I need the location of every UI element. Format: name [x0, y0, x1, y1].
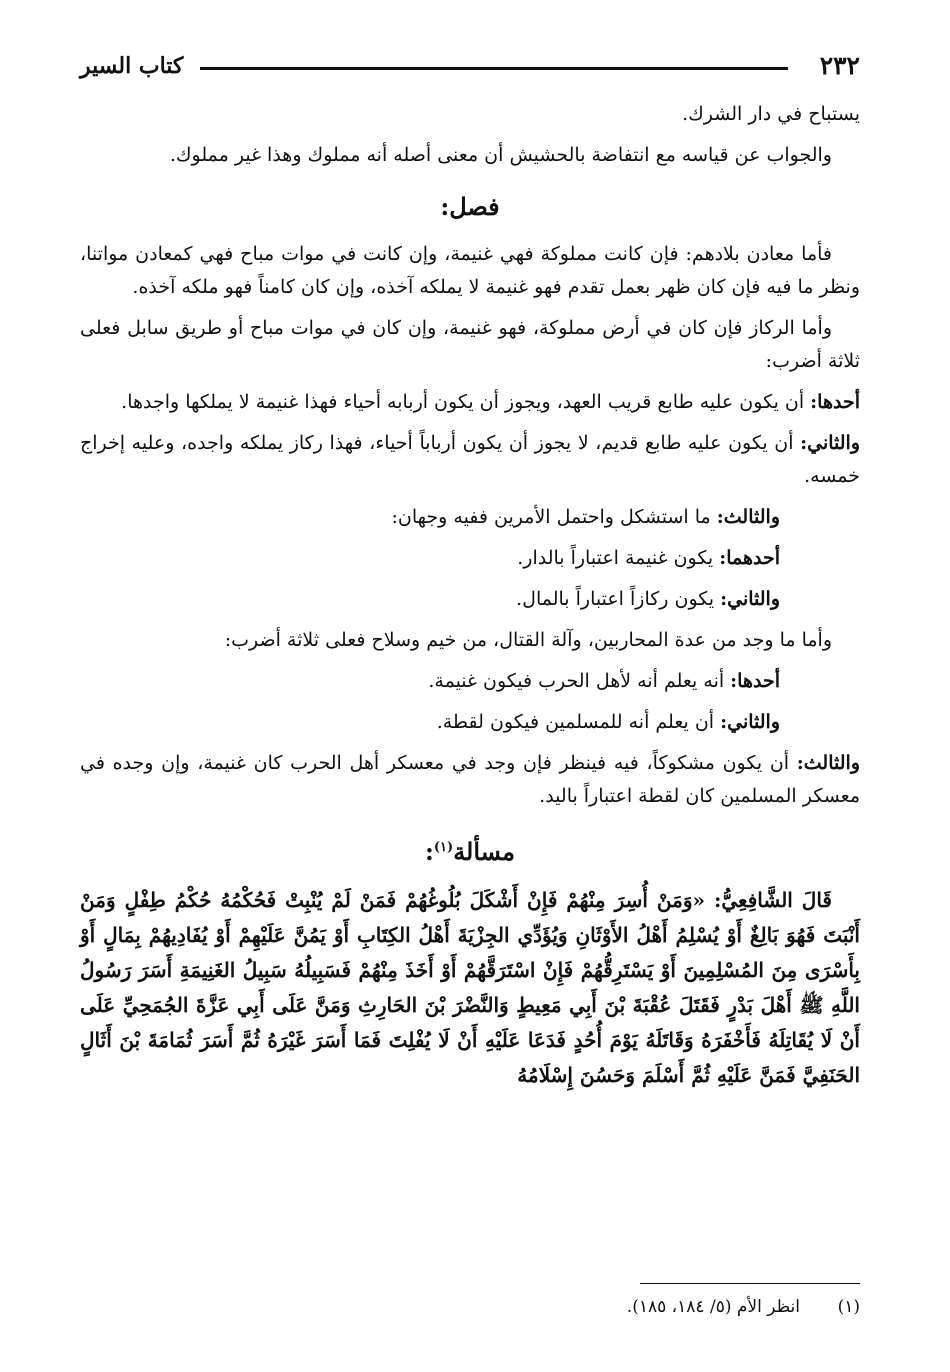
rikaz-case-3-option-2: [80, 583, 860, 616]
page-content: [80, 98, 860, 1093]
paragraph-intro-1: يستباح في دار الشرك.: [682, 103, 860, 125]
section-heading: فصل:: [440, 192, 500, 221]
case-text: أن يكون عليه طابع قديم، لا يجوز أن يكون أرباباً أحياء، فهذا ركاز يملكه واجده، وعليه إخراج خمسه.: [80, 432, 860, 487]
paragraph-found-items: وأما ما وجد من عدة المحاربين، وآلة القتال، من خيم وسلاح فعلى ثلاثة أضرب:: [224, 629, 832, 651]
footnote: [80, 1294, 860, 1320]
case-term: والثاني:: [800, 432, 860, 454]
footnote-number: (١): [837, 1297, 860, 1317]
paragraph-intro-2: والجواب عن قياسه مع انتفاضة بالحشيش أن معنى أصله أنه مملوك وهذا غير مملوك.: [169, 144, 832, 166]
rikaz-case-3: [80, 501, 860, 534]
found-case-3: [80, 747, 860, 813]
page-number: ٢٣٢: [819, 51, 860, 80]
case-term: أحدها:: [730, 670, 780, 692]
case-text: أن يعلم أنه للمسلمين فيكون لقطة.: [436, 711, 721, 733]
case-term: أحدهما:: [719, 547, 780, 569]
case-term: والثاني:: [720, 588, 780, 610]
shafii-quote: قَالَ الشَّافِعِيُّ: «وَمَنْ أُسِرَ مِنْهُمْ فَإِنْ أَشْكَلَ بُلُوغُهُمْ فَمَنْ لَمْ يُنْبِتْ فَحُكْمُهُ حُكْمُ طِفْلٍ وَمَنْ أَنْبَتَ فَهُوَ بَالِغٌ أَوْ يُسْلِمُ أَهْلُ الأَوْثَانِ وَيُؤَدِّي الجِزْيَةَ أَهْلُ الكِتَابِ أَوْ يَمُنَّ عَلَيْهِمْ أَوْ يُفَادِيهُمْ بِمَالٍ أَوْ بِأَسْرَى مِنَ المُسْلِمِينَ أَوْ يَسْتَرِقُّهُمْ فَإِنْ اسْتَرَقَّهُمْ أَوْ أَخَذَ مِنْهُمْ فَسَبِيلُهُ سَبِيلُ الغَنِيمَةِ أَسَرَ رَسُولُ اللَّهِ ﷺ أَهْلَ بَدْرٍ فَقَتَلَ عُقْبَةَ بْنَ أَبِي مَعِيطٍ وَالنَّضْرَ بْنَ الحَارِثِ وَمَنَّ عَلَى أَبِي عَزَّةَ الجُمَحِيِّ عَلَى أَنْ لَا يُقَاتِلَهُ فَأَخْفَرَهُ وَقَاتَلَهُ يَوْمَ أُحُدٍ فَدَعَا عَلَيْهِ أَنْ لَا يُفْلِتَ فَمَا أَسَرَ غَيْرَهُ ثُمَّ أَسَرَ ثُمَامَةَ بْنَ أَثَالٍ الحَنَفِيَّ فَمَنَّ عَلَيْهِ ثُمَّ أَسْلَمَ وَحَسُنَ إِسْلَامُهُ: [80, 888, 860, 1087]
header-rule: [200, 67, 788, 70]
case-text: ما استشكل واحتمل الأمرين ففيه وجهان:: [391, 506, 717, 528]
rikaz-case-2: [80, 427, 860, 493]
book-title: كتاب السير: [80, 53, 184, 79]
page-header: [80, 50, 860, 90]
case-term: أحدها:: [810, 391, 860, 413]
case-text: أنه يعلم أنه لأهل الحرب فيكون غنيمة.: [428, 670, 731, 692]
paragraph-rikaz: وأما الركاز فإن كان في أرض مملوكة، فهو غنيمة، وإن كان في موات مباح أو طريق سابل فعلى ثلاثة أضرب:: [80, 317, 860, 372]
footnote-text: انظر الأم (٥/ ١٨٤، ١٨٥).: [626, 1297, 800, 1317]
rikaz-case-3-option-1: [80, 542, 860, 575]
found-case-1: [80, 665, 860, 698]
case-text: أن يكون عليه طابع قريب العهد، ويجوز أن يكون أربابه أحياء فهذا غنيمة لا يملكها واجدها.: [121, 391, 811, 413]
masala-heading: [80, 829, 860, 871]
case-term: والثالث:: [716, 506, 780, 528]
rikaz-case-1: [80, 386, 860, 419]
footnote-mark[interactable]: (١): [433, 840, 454, 855]
case-text: يكون غنيمة اعتباراً بالدار.: [517, 547, 720, 569]
case-term: والثالث:: [796, 752, 860, 774]
case-text: يكون ركازاً اعتباراً بالمال.: [516, 588, 721, 610]
masala-colon: :: [425, 837, 434, 866]
found-case-2: [80, 706, 860, 739]
paragraph-mines: فأما معادن بلادهم: فإن كانت مملوكة فهي غنيمة، وإن كانت في موات مباح فهي كمعادن مواتنا، ونظر ما فيه فإن كان ظهر بعمل تقدم فهو غنيمة لا يملكه آخذه، وإن كان كامناً فهو ملكه آخذه.: [80, 243, 860, 298]
masala-title: مسألة: [453, 837, 515, 866]
case-text: أن يكون مشكوكاً، فيه فينظر فإن وجد في معسكر أهل الحرب كان غنيمة، وإن وجده في معسكر المسلمين كان لقطة اعتباراً باليد.: [80, 752, 860, 807]
footnote-rule: [640, 1283, 860, 1284]
case-term: والثاني:: [720, 711, 780, 733]
